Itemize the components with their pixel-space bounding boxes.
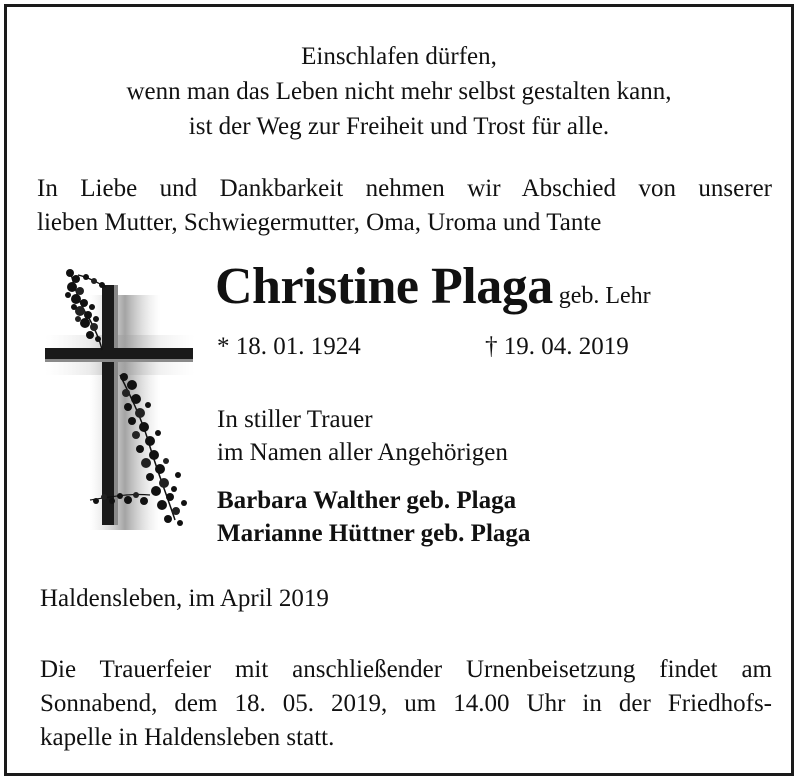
intro-line: lieben Mutter, Schwiegermutter, Oma, Uroma und Tante — [37, 209, 602, 236]
mourner-name: Barbara Walther geb. Plaga — [217, 487, 517, 514]
ceremony-line: Die Trauerfeier mit anschließender Urnenbeisetzung findet am — [40, 656, 772, 683]
intro-line: In Liebe und Dankbarkeit nehmen wir Abschied von unserer — [37, 175, 772, 202]
cross-with-ivy-icon — [40, 265, 200, 530]
motto-line: ist der Weg zur Freiheit und Trost für alle. — [188, 113, 610, 140]
mourner-name: Marianne Hüttner geb. Plaga — [217, 520, 531, 547]
motto-line: Einschlafen dürfen, — [301, 43, 497, 70]
mourning-text — [217, 403, 508, 469]
maiden-name: geb. Lehr — [558, 283, 651, 309]
mourners-list — [217, 484, 530, 550]
motto-line: wenn man das Leben nicht mehr selbst gestalten kann, — [126, 78, 672, 105]
ceremony-line: kapelle in Haldensleben statt. — [40, 724, 335, 751]
mourning-line: im Namen aller Angehörigen — [217, 439, 508, 466]
place-date: Haldensleben, im April 2019 — [40, 585, 329, 612]
death-date: † 19. 04. 2019 — [485, 333, 629, 360]
intro-text — [37, 172, 772, 240]
birth-date: * 18. 01. 1924 — [217, 333, 361, 360]
mourning-line: In stiller Trauer — [217, 406, 373, 433]
deceased-name: Christine Plaga — [215, 258, 553, 315]
ceremony-line: Sonnabend, dem 18. 05. 2019, um 14.00 Uhr in der Friedhofs- — [40, 690, 772, 717]
obituary-frame — [4, 4, 794, 776]
motto — [7, 39, 791, 144]
deceased-name-line — [215, 257, 651, 316]
ceremony-notice — [40, 653, 772, 755]
